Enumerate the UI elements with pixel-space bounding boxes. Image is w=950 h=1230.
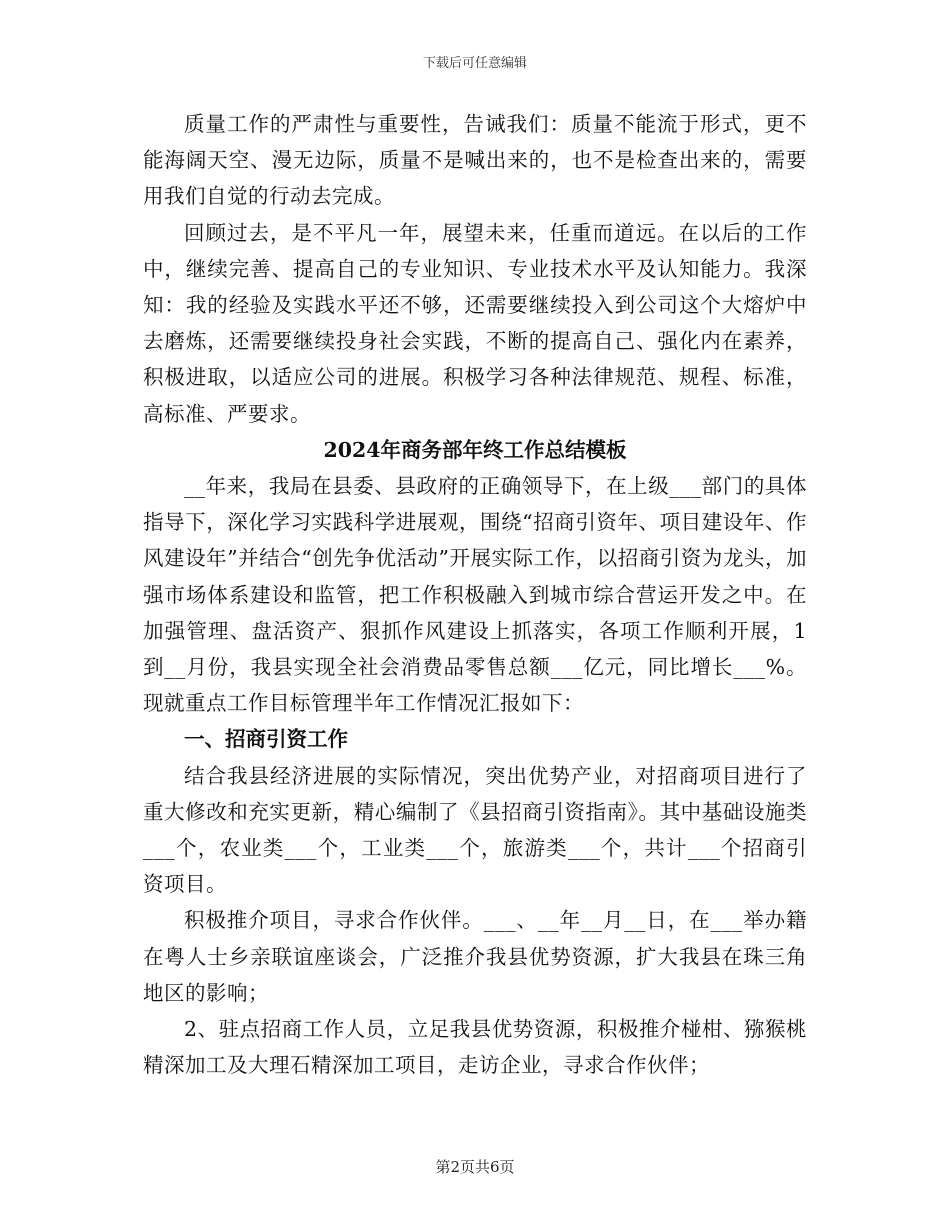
- document-body: [143, 106, 807, 1083]
- paragraph-quality-work: 质量工作的严肃性与重要性，告诫我们：质量不能流于形式，更不能海阔天空、漫无边际，质量不是喊出来的，也不是检查出来的，需要用我们自觉的行动去完成。: [143, 112, 807, 209]
- paragraph-year-summary: __年来，我局在县委、县政府的正确领导下，在上级___部门的具体指导下，深化学习实践科学进展观，围绕“招商引资年、项目建设年、作风建设年”并结合“创先争优活动”开展实际工作，以招商引资为龙头，加强市场体系建设和监管，把工作积极融入到城市综合营运开发之中。在加强管理、盘活资产、狠抓作风建设上抓落实，各项工作顺利开展，1到__月份，我县实现全社会消费品零售总额___亿元，同比增长___%。现就重点工作目标管理半年工作情况汇报如下：: [143, 474, 807, 716]
- paragraph-review-past: 回顾过去，是不平凡一年，展望未来，任重而道远。在以后的工作中，继续完善、提高自己的专业知识、专业技术水平及认知能力。我深知：我的经验及实践水平还不够，还需要继续投入到公司这个大熔炉中去磨炼，还需要继续投身社会实践，不断的提高自己、强化内在素养，积极进取，以适应公司的进展。积极学习各种法律规范、规程、标准，高标准、严要求。: [143, 220, 807, 426]
- paragraph-project-promotion: 积极推介项目，寻求合作伙伴。___、__年__月__日，在___举办籍在粤人士乡亲联谊座谈会，广泛推介我县优势资源，扩大我县在珠三角地区的影响；: [143, 908, 807, 1005]
- paragraph-investment-guide: 结合我县经济进展的实际情况，突出优势产业，对招商项目进行了重大修改和充实更新，精心编制了《县招商引资指南》。其中基础设施类___个，农业类___个，工业类___个，旅游类___个，共计___个招商引资项目。: [143, 763, 807, 897]
- page-footer-number: 第2页共6页: [435, 1158, 515, 1176]
- document-title: 2024年商务部年终工作总结模板: [323, 437, 627, 462]
- paragraph-resident-staff: 2、驻点招商工作人员，立足我县优势资源，积极推介椪柑、猕猴桃精深加工及大理石精深加工项目，走访企业，寻求合作伙伴；: [143, 1017, 807, 1078]
- section-heading-investment: 一、招商引资工作: [184, 727, 348, 752]
- page-header-note: 下载后可任意编辑: [422, 56, 527, 71]
